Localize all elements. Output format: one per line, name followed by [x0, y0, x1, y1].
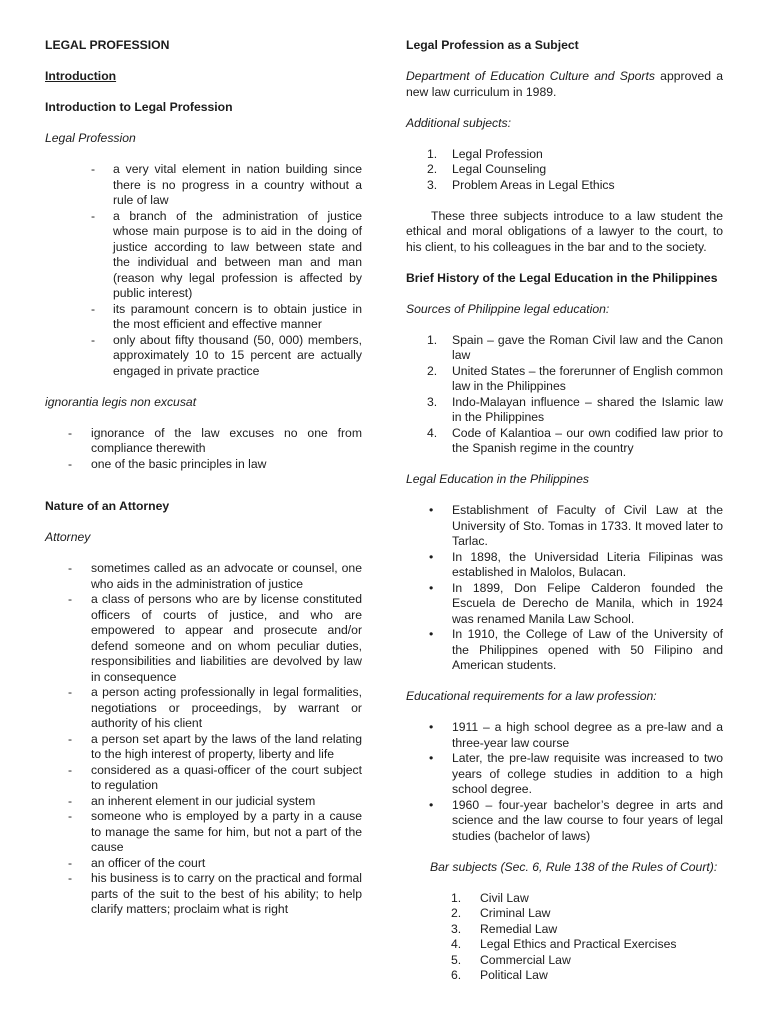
- label-sources: Sources of Philippine legal education:: [406, 301, 610, 316]
- list-item: [45, 333, 362, 380]
- doc-title: LEGAL PROFESSION: [45, 38, 170, 52]
- list-ignorantia: [45, 426, 362, 473]
- list-item: [406, 395, 723, 426]
- list-item: [406, 751, 723, 798]
- dash-marker: -: [68, 762, 73, 777]
- list-item-text: only about fifty thousand (50, 000) members, approximately 10 to 15 percent are actually engaged in private practice: [113, 332, 362, 378]
- number-marker: 3.: [427, 394, 438, 409]
- number-marker: 4.: [451, 937, 462, 951]
- list-item: [45, 162, 362, 209]
- label-attorney: Attorney: [45, 530, 91, 544]
- list-item-text: Criminal Law: [480, 906, 551, 920]
- number-marker: 2.: [427, 162, 438, 176]
- number-marker: 4.: [427, 425, 438, 440]
- list-item: [45, 426, 362, 457]
- number-marker: 2.: [451, 906, 462, 920]
- number-marker: 1.: [451, 890, 462, 905]
- dash-marker: -: [68, 456, 73, 471]
- list-item-text: Legal Ethics and Practical Exercises: [480, 937, 677, 951]
- dash-marker: -: [68, 425, 73, 440]
- bullet-marker: •: [429, 549, 434, 564]
- list-item: [406, 162, 723, 178]
- list-item-text: 1960 – four-year bachelor’s degree in arts and science and the law course to four years of legal studies (bachelor of laws): [452, 797, 723, 843]
- number-marker: 3.: [451, 921, 462, 936]
- list-attorney: [45, 561, 362, 918]
- list-item-text: Spain – gave the Roman Civil law and the Canon law: [452, 332, 723, 362]
- list-item: [45, 302, 362, 333]
- curriculum-italic-span: Department of Education Culture and Sports: [406, 69, 655, 83]
- list-item-text: ignorance of the law excuses no one from compliance therewith: [91, 425, 362, 455]
- number-marker: 3.: [427, 177, 438, 192]
- left-column: [45, 38, 362, 999]
- list-educational-requirements: [406, 720, 723, 844]
- list-item: [406, 364, 723, 395]
- bullet-marker: •: [429, 503, 434, 517]
- list-item: [406, 906, 723, 922]
- list-item-text: Commercial Law: [480, 952, 571, 967]
- list-item: [406, 581, 723, 628]
- list-item-text: Code of Kalantioa – our own codified law prior to the Spanish regime in the country: [452, 425, 723, 455]
- list-item-text: a class of persons who are by license constituted officers of courts of justice, and who are empowered to appear and prosecute and/or defend someone and on whom peculiar duties, responsibilities and liabilities are devolved by law in consequence: [91, 592, 362, 684]
- list-item-text: Problem Areas in Legal Ethics: [452, 177, 615, 192]
- dash-marker: -: [68, 871, 73, 885]
- list-item-text: sometimes called as an advocate or counsel, one who aids in the administration of justice: [91, 561, 362, 591]
- list-item-text: In 1899, Don Felipe Calderon founded the Escuela de Derecho de Manila, which in 1924 was renamed Manila Law School.: [452, 580, 723, 626]
- two-column-layout: [45, 38, 723, 999]
- bullet-marker: •: [429, 627, 434, 641]
- right-column: [406, 38, 723, 999]
- dash-marker: -: [68, 809, 73, 823]
- number-marker: 6.: [451, 968, 462, 982]
- list-item: [406, 968, 723, 984]
- heading-introduction: Introduction: [45, 69, 117, 83]
- list-item-text: someone who is employed by a party in a cause to manage the same for him, but not a part of the cause: [91, 809, 362, 854]
- list-item-text: his business is to carry on the practical and formal parts of the suit to the best of his ability; to help clarify matters; proclaim what is right: [91, 871, 362, 916]
- list-sources: [406, 333, 723, 457]
- list-item-text: a person acting professionally in legal formalities, negotiations or proceedings, by warrant or authority of his client: [91, 685, 362, 730]
- dash-marker: -: [68, 793, 73, 808]
- heading-introduction-to-legal-profession: Introduction to Legal Profession: [45, 100, 233, 114]
- list-item: [45, 732, 362, 763]
- list-item: [45, 856, 362, 872]
- list-item-text: Later, the pre-law requisite was increased to two years of college studies in addition to a high school degree.: [452, 751, 723, 796]
- label-legal-education: Legal Education in the Philippines: [406, 472, 589, 486]
- bullet-marker: •: [429, 720, 434, 734]
- label-educational-requirements: Educational requirements for a law profession:: [406, 689, 657, 703]
- list-item: [406, 426, 723, 457]
- list-additional-subjects: [406, 147, 723, 194]
- list-item: [406, 937, 723, 953]
- list-item-text: Political Law: [480, 968, 548, 982]
- list-item-text: an inherent element in our judicial system: [91, 793, 316, 808]
- bullet-marker: •: [429, 580, 434, 595]
- list-item: [406, 953, 723, 969]
- curriculum-rest-span: approved a new law curriculum in 1989.: [406, 69, 723, 99]
- dash-marker: -: [68, 685, 73, 699]
- list-item-text: 1911 – a high school degree as a pre-law and a three-year law course: [452, 720, 723, 750]
- list-item: [406, 503, 723, 550]
- dash-marker: -: [68, 731, 73, 746]
- list-item: [45, 809, 362, 856]
- list-item: [45, 763, 362, 794]
- list-legal-profession: [45, 162, 362, 379]
- list-item-text: United States – the forerunner of English common law in the Philippines: [452, 363, 723, 393]
- label-bar-subjects: Bar subjects (Sec. 6, Rule 138 of the Rules of Court):: [430, 859, 718, 874]
- list-item-text: a person set apart by the laws of the land relating to the high interest of property, liberty and life: [91, 731, 362, 761]
- list-item: [406, 627, 723, 674]
- dash-marker: -: [91, 208, 96, 223]
- list-item: [406, 147, 723, 163]
- list-item: [406, 798, 723, 845]
- list-item-text: In 1898, the Universidad Literia Filipinas was established in Malolos, Bulacan.: [452, 549, 723, 579]
- number-marker: 1.: [427, 332, 438, 347]
- list-legal-education: [406, 503, 723, 674]
- list-item-text: Legal Counseling: [452, 162, 547, 176]
- dash-marker: -: [68, 855, 73, 870]
- list-bar-subjects: [406, 891, 723, 984]
- list-item-text: Indo-Malayan influence – shared the Islamic law in the Philippines: [452, 394, 723, 424]
- list-item: [406, 922, 723, 938]
- list-item-text: considered as a quasi-officer of the court subject to regulation: [91, 762, 362, 792]
- list-item: [406, 550, 723, 581]
- dash-marker: -: [68, 561, 73, 575]
- list-item-text: In 1910, the College of Law of the University of the Philippines opened with 50 Filipino and American students.: [452, 627, 723, 672]
- heading-nature-of-attorney: Nature of an Attorney: [45, 499, 170, 513]
- list-item: [406, 178, 723, 194]
- list-item: [45, 457, 362, 473]
- list-item-text: a very vital element in nation building since there is no progress in a country without a rule of law: [113, 162, 362, 207]
- bullet-marker: •: [429, 751, 434, 765]
- dash-marker: -: [91, 301, 96, 316]
- dash-marker: -: [91, 162, 96, 176]
- heading-legal-profession-as-subject: Legal Profession as a Subject: [406, 38, 579, 52]
- list-item: [45, 685, 362, 732]
- number-marker: 1.: [427, 146, 438, 161]
- list-item: [45, 794, 362, 810]
- list-item: [406, 333, 723, 364]
- list-item-text: a branch of the administration of justice whose main purpose is to aid in the doing of justice according to law between state and the individual and between man and man (reason why legal profession is affected by public interest): [113, 208, 362, 300]
- dash-marker: -: [91, 332, 96, 347]
- list-item-text: its paramount concern is to obtain justice in the most efficient and effective manner: [113, 301, 362, 331]
- heading-brief-history: Brief History of the Legal Education in the Philippines: [406, 270, 718, 285]
- number-marker: 2.: [427, 363, 438, 378]
- dash-marker: -: [68, 592, 73, 606]
- list-item: [406, 891, 723, 907]
- list-item: [45, 209, 362, 302]
- list-item-text: Legal Profession: [452, 146, 543, 161]
- number-marker: 5.: [451, 952, 462, 967]
- list-item-text: one of the basic principles in law: [91, 456, 267, 471]
- list-item-text: Remedial Law: [480, 921, 558, 936]
- paragraph-curriculum: [406, 69, 723, 100]
- list-item-text: an officer of the court: [91, 855, 206, 870]
- label-legal-profession: Legal Profession: [45, 131, 136, 145]
- list-item-text: Establishment of Faculty of Civil Law at the University of Sto. Tomas in 1733. It moved later to Tarlac.: [452, 503, 723, 548]
- list-item: [45, 592, 362, 685]
- list-item: [45, 561, 362, 592]
- bullet-marker: •: [429, 797, 434, 812]
- list-item: [406, 720, 723, 751]
- list-item: [45, 871, 362, 918]
- paragraph-three-subjects: These three subjects introduce to a law student the ethical and moral obligations of a lawyer to the court, to his client, to his colleagues in the bar and to the society.: [406, 208, 723, 254]
- list-item-text: Civil Law: [480, 890, 529, 905]
- label-additional-subjects: Additional subjects:: [406, 115, 512, 130]
- label-ignorantia-legis: ignorantia legis non excusat: [45, 394, 197, 409]
